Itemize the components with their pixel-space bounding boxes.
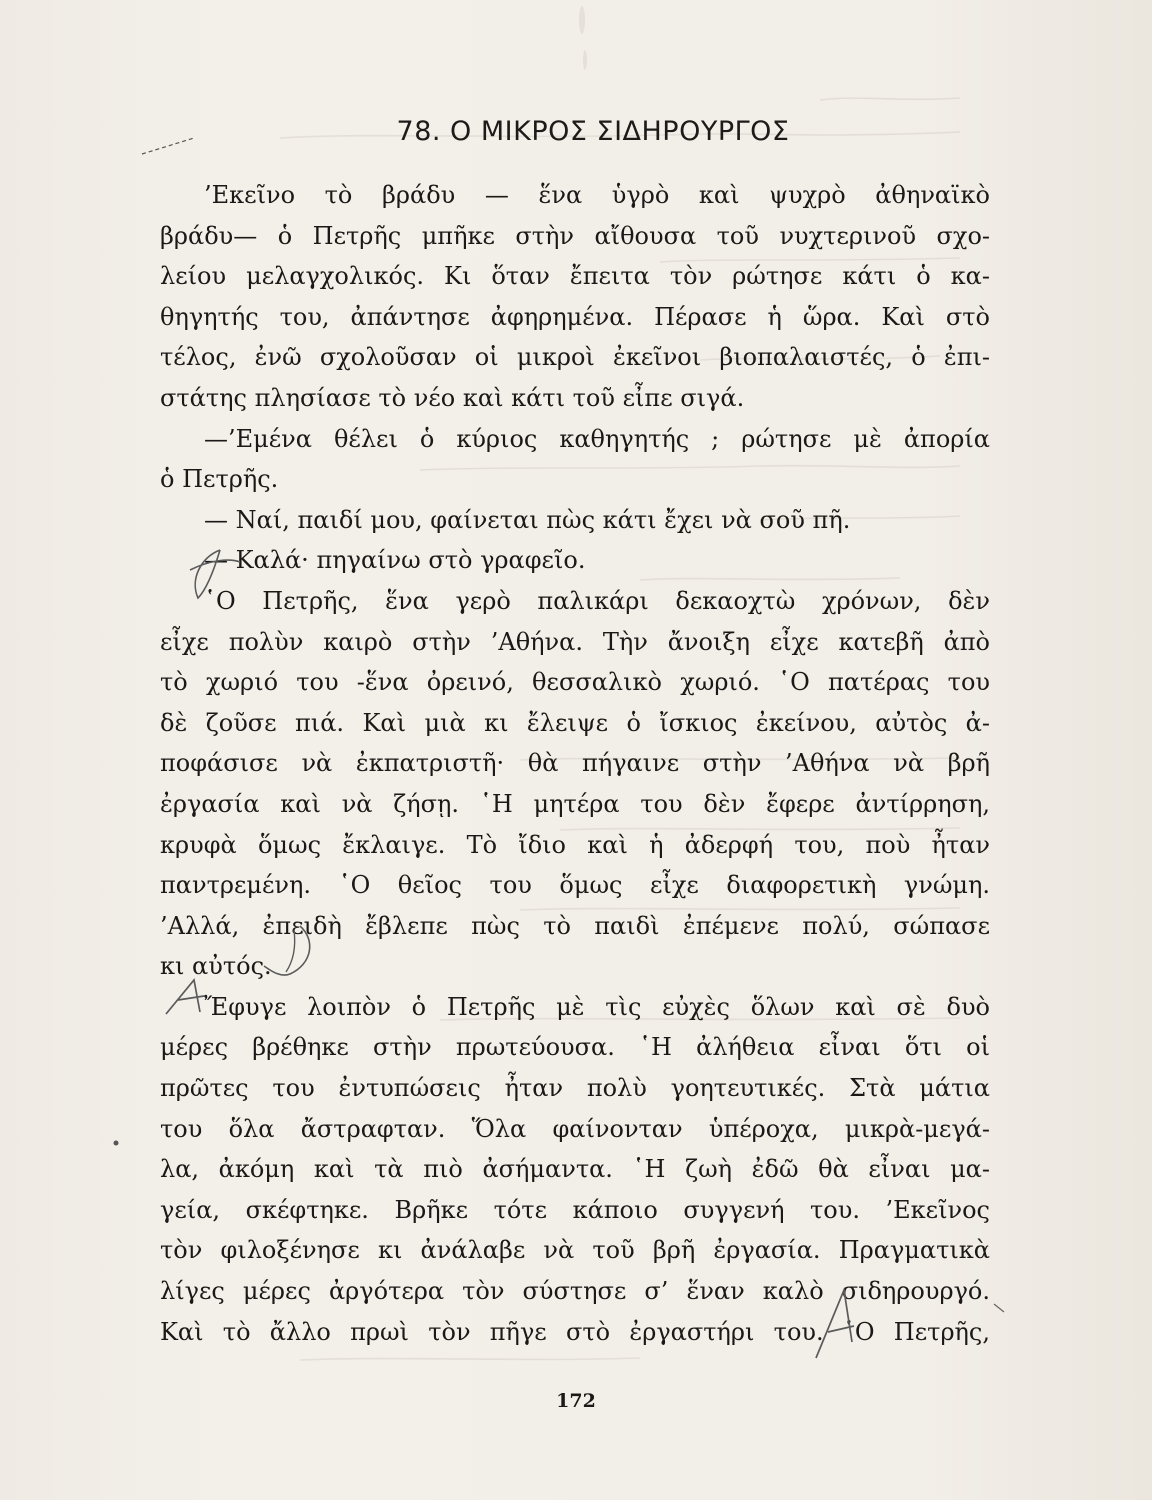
text-line: ’Αλλά, ἐπειδὴ ἔβλεπε πὼς τὸ παιδὶ ἐπέμενε πολύ, σώπασε	[160, 911, 990, 940]
text-line: τὸ χωριό του -ἕνα ὀρεινό, θεσσαλικὸ χωριό. ῾Ο πατέρας του	[160, 668, 990, 697]
page-number: 172	[556, 1390, 596, 1412]
chapter-title: 78. Ο ΜΙΚΡΟΣ ΣΙΔΗΡΟΥΡΓΟΣ	[396, 116, 790, 147]
text-line: λίγες μέρες ἀργότερα τὸν σύστησε σ’ ἕναν καλὸ σιδηρουργό.	[160, 1277, 990, 1306]
text-line: — Ναί, παιδί μου, φαίνεται πὼς κάτι ἔχει νὰ σοῦ πῆ.	[204, 505, 851, 534]
text-line: θηγητής του, ἀπάντησε ἀφηρημένα. Πέρασε ἡ ὥρα. Καὶ στὸ	[160, 302, 990, 331]
text-line: κρυφὰ ὅμως ἔκλαιγε. Τὸ ἴδιο καὶ ἡ ἀδερφή του, ποὺ ἦταν	[160, 830, 990, 859]
text-line: του ὅλα ἄστραφταν. Ὅλα φαίνονταν ὑπέροχα, μικρὰ-μεγά-	[160, 1114, 990, 1143]
handwritten-dot	[110, 1137, 122, 1149]
text-line: ῾Ο Πετρῆς, ἕνα γερὸ παλικάρι δεκαοχτὼ χρόνων, δὲν	[204, 586, 990, 615]
text-line: τὸν φιλοξένησε κι ἀνάλαβε νὰ τοῦ βρῆ ἐργασία. Πραγματικὰ	[160, 1236, 990, 1265]
text-line: μέρες βρέθηκε στὴν πρωτεύουσα. ῾Η ἀλήθεια εἶναι ὅτι οἱ	[160, 1033, 990, 1062]
text-line: — Καλά· πηγαίνω στὸ γραφεῖο.	[204, 546, 586, 575]
text-line: εἶχε πολὺν καιρὸ στὴν ’Αθήνα. Τὴν ἄνοιξη εἶχε κατεβῆ ἀπὸ	[160, 627, 990, 656]
text-line: ποφάσισε νὰ ἐκπατριστῆ· θὰ πήγαινε στὴν ’Αθήνα νὰ βρῆ	[160, 749, 990, 778]
text-line: στάτης πλησίασε τὸ νέο καὶ κάτι τοῦ εἶπε σιγά.	[160, 383, 745, 412]
text-line: δὲ ζοῦσε πιά. Καὶ μιὰ κι ἔλειψε ὁ ἴσκιος ἐκείνου, αὐτὸς ἀ-	[160, 708, 990, 737]
text-line: βράδυ— ὁ Πετρῆς μπῆκε στὴν αἴθουσα τοῦ νυχτερινοῦ σχο-	[160, 221, 990, 250]
handwritten-dash	[992, 1302, 1008, 1314]
text-line: κι αὐτός.	[160, 952, 272, 981]
text-line: —’Εμένα θέλει ὁ κύριος καθηγητής ; ρώτησε μὲ ἀπορία	[204, 424, 990, 453]
text-line: Καὶ τὸ ἄλλο πρωὶ τὸν πῆγε στὸ ἐργαστήρι του. ῾Ο Πετρῆς,	[160, 1317, 990, 1346]
text-line: παντρεμένη. ῾Ο θεῖος του ὅμως εἶχε διαφορετικὴ γνώμη.	[160, 871, 990, 900]
text-line: τέλος, ἐνῶ σχολοῦσαν οἱ μικροὶ ἐκεῖνοι βιοπαλαιστές, ὁ ἐπι-	[160, 343, 990, 372]
text-line: ὁ Πετρῆς.	[160, 465, 279, 494]
text-line: λείου μελαγχολικός. Κι ὅταν ἔπειτα τὸν ρώτησε κάτι ὁ κα-	[160, 262, 990, 291]
text-line: γεία, σκέφτηκε. Βρῆκε τότε κάποιο συγγενή του. ’Εκεῖνος	[160, 1195, 990, 1224]
text-line: πρῶτες του ἐντυπώσεις ἦταν πολὺ γοητευτικές. Στὰ μάτια	[160, 1074, 990, 1103]
body-text	[160, 175, 990, 1352]
text-line: ἐργασία καὶ νὰ ζήσῃ. ῾Η μητέρα του δὲν ἔφερε ἀντίρρηση,	[160, 789, 990, 818]
text-line: Ἔφυγε λοιπὸν ὁ Πετρῆς μὲ τὶς εὐχὲς ὅλων καὶ σὲ δυὸ	[204, 992, 990, 1021]
text-line: λα, ἀκόμη καὶ τὰ πιὸ ἀσήμαντα. ῾Η ζωὴ ἐδῶ θὰ εἶναι μα-	[160, 1155, 990, 1184]
text-line: ’Εκεῖνο τὸ βράδυ — ἕνα ὑγρὸ καὶ ψυχρὸ ἀθηναϊκὸ	[204, 181, 990, 209]
